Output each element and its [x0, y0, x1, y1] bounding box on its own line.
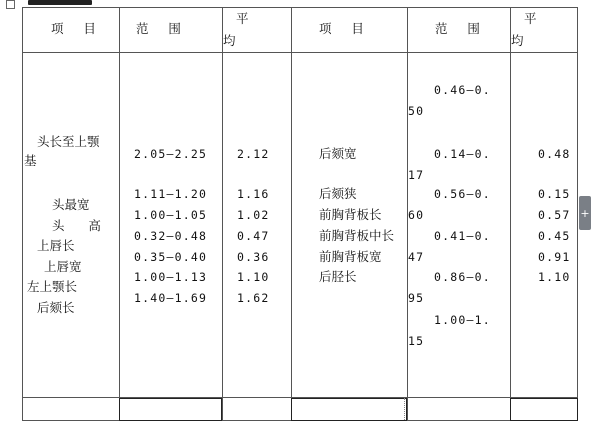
left-mean: 0.36 — [237, 250, 270, 264]
left-item: 左上颚长 — [27, 279, 78, 294]
left-range: 0.32—0.48 — [134, 229, 208, 243]
right-mean: 0.57 — [538, 208, 571, 222]
header-item-right: 项 目 — [319, 21, 364, 36]
right-mean: 1.10 — [538, 270, 571, 284]
right-range-line: 1.00—1. — [434, 313, 491, 327]
col-rule-5 — [510, 7, 511, 421]
left-mean: 1.02 — [237, 208, 270, 222]
header-range-left: 范 围 — [136, 21, 181, 36]
right-range-line: 50 — [408, 104, 425, 118]
right-mean: 0.48 — [538, 147, 571, 161]
right-item: 前胸背板中长 — [319, 228, 395, 243]
left-range: 1.40—1.69 — [134, 291, 208, 305]
plus-icon: + — [580, 206, 590, 220]
right-range-line: 95 — [408, 291, 425, 305]
header-mean-left-bottom: 均 — [223, 33, 236, 48]
left-mean: 1.16 — [237, 187, 270, 201]
left-item: 上唇宽 — [44, 259, 82, 274]
right-range-line: 17 — [408, 168, 425, 182]
header-item-left: 项 目 — [51, 21, 96, 36]
right-range-line: 0.14—0. — [434, 147, 491, 161]
right-item: 后颏狭 — [319, 186, 357, 201]
col-rule-1 — [119, 7, 120, 421]
table-top-border — [22, 7, 578, 8]
left-range: 1.00—1.05 — [134, 208, 208, 222]
header-mean-right-top: 平 — [524, 11, 537, 26]
left-range: 2.05—2.25 — [134, 147, 208, 161]
col-rule-2 — [222, 7, 223, 421]
right-range-line: 0.86—0. — [434, 270, 491, 284]
left-item: 上唇长 — [37, 238, 75, 253]
left-mean: 0.47 — [237, 229, 270, 243]
left-range: 1.11—1.20 — [134, 187, 208, 201]
right-item: 前胸背板宽 — [319, 249, 382, 264]
col-rule-0 — [22, 7, 23, 421]
left-mean: 2.12 — [237, 147, 270, 161]
right-mean: 0.45 — [538, 229, 571, 243]
right-range-line: 47 — [408, 250, 425, 264]
right-range-line: 0.41—0. — [434, 229, 491, 243]
col-rule-3 — [291, 7, 292, 421]
right-range-line: 15 — [408, 334, 425, 348]
selected-cell-item-right[interactable] — [291, 398, 407, 421]
left-item: 后颏长 — [37, 300, 75, 315]
left-range: 1.00—1.13 — [134, 270, 208, 284]
left-mean: 1.62 — [237, 291, 270, 305]
right-item: 后胫长 — [319, 269, 357, 284]
right-mean: 0.91 — [538, 250, 571, 264]
right-item: 前胸背板长 — [319, 207, 382, 222]
clipped-caption — [28, 0, 92, 5]
selected-cell-mean-right[interactable] — [510, 398, 578, 421]
header-bottom-border — [22, 52, 578, 53]
left-item: 基 — [24, 153, 37, 168]
left-item: 头最宽 — [52, 197, 90, 212]
table-move-handle[interactable] — [6, 0, 15, 9]
right-item: 后颏宽 — [319, 146, 357, 161]
left-item: 头长至上颚 — [37, 134, 100, 149]
header-range-right: 范 围 — [435, 21, 480, 36]
left-mean: 1.10 — [237, 270, 270, 284]
col-rule-6 — [577, 7, 578, 421]
left-range: 0.35—0.40 — [134, 250, 208, 264]
right-range-line: 0.56—0. — [434, 187, 491, 201]
cell-dotted-divider — [404, 398, 405, 420]
add-column-tab[interactable] — [579, 196, 591, 230]
selected-cell-range-left[interactable] — [119, 398, 222, 421]
header-mean-left-top: 平 — [236, 11, 249, 26]
right-range-line: 0.46—0. — [434, 83, 491, 97]
left-item: 头 高 — [52, 218, 101, 233]
header-mean-right-bottom: 均 — [511, 33, 524, 48]
right-range-line: 60 — [408, 208, 425, 222]
right-mean: 0.15 — [538, 187, 571, 201]
